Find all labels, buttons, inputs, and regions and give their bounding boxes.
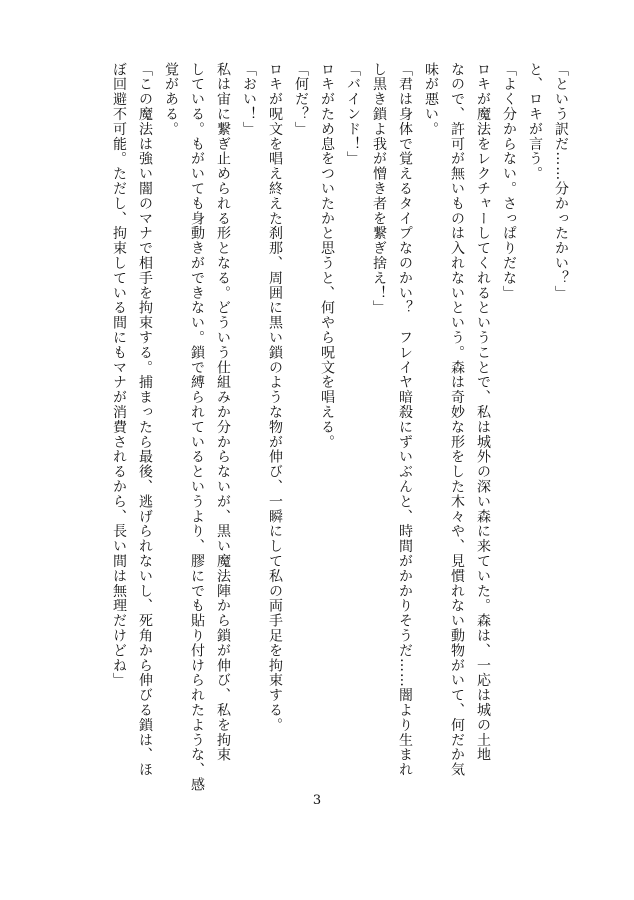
text-line: 「という訳だ……分かったかい？」 <box>553 62 569 301</box>
text-line: なので、許可が無いものは入れないという。森は奇妙な形をした木々や、見慣れない動物がいて、何だか気 <box>449 62 465 778</box>
text-line: 覚がある。 <box>163 62 179 137</box>
text-line: 「この魔法は強い闇のマナで相手を拘束する。捕まったら最後、逃げられないし、死角から伸びる鎖は、ほ <box>137 62 153 778</box>
text-line: と、ロキが言う。 <box>527 62 543 182</box>
text-line: 私は宙に繋ぎ止められる形となる。どういう仕組みか分からないが、黒い魔法陣から鎖が伸び、私を拘束 <box>215 62 231 763</box>
text-line: している。もがいても身動きができない。鎖で縛られているというより、膠にでも貼り付けられたような、感 <box>189 62 205 793</box>
text-line: 味が悪い。 <box>423 62 439 137</box>
text-line: 「よく分からない。さっぱりだな」 <box>501 62 517 301</box>
text-line: 「何だ？」 <box>293 62 309 137</box>
text-line: 「バインド！」 <box>345 62 361 167</box>
text-line: ロキが魔法をレクチャーしてくれるということで、私は城外の深い森に来ていた。森は、一応は城の土地 <box>475 62 491 763</box>
body-text <box>106 62 574 793</box>
text-line: ロキが呪文を唱え終えた刹那、周囲に黒い鎖のような物が伸び、一瞬にして私の両手足を拘束する。 <box>267 62 283 733</box>
text-line: ロキがため息をついたかと思うと、何やら呪文を唱える。 <box>319 62 335 450</box>
page-number: 3 <box>312 793 322 808</box>
text-line: 「おい！」 <box>241 62 257 137</box>
text-line: ぼ回避不可能。ただし、拘束している間にもマナが消費されるから、長い間は無理だけどね」 <box>111 62 127 688</box>
text-line: し黒き鎖よ我が憎き者を繋ぎ捨え！」 <box>371 62 387 316</box>
text-line: 「君は身体で覚えるタイプなのかい？ フレイヤ暗殺にずいぶんと、時間がかかりそうだ……闇より生まれ <box>397 62 413 778</box>
